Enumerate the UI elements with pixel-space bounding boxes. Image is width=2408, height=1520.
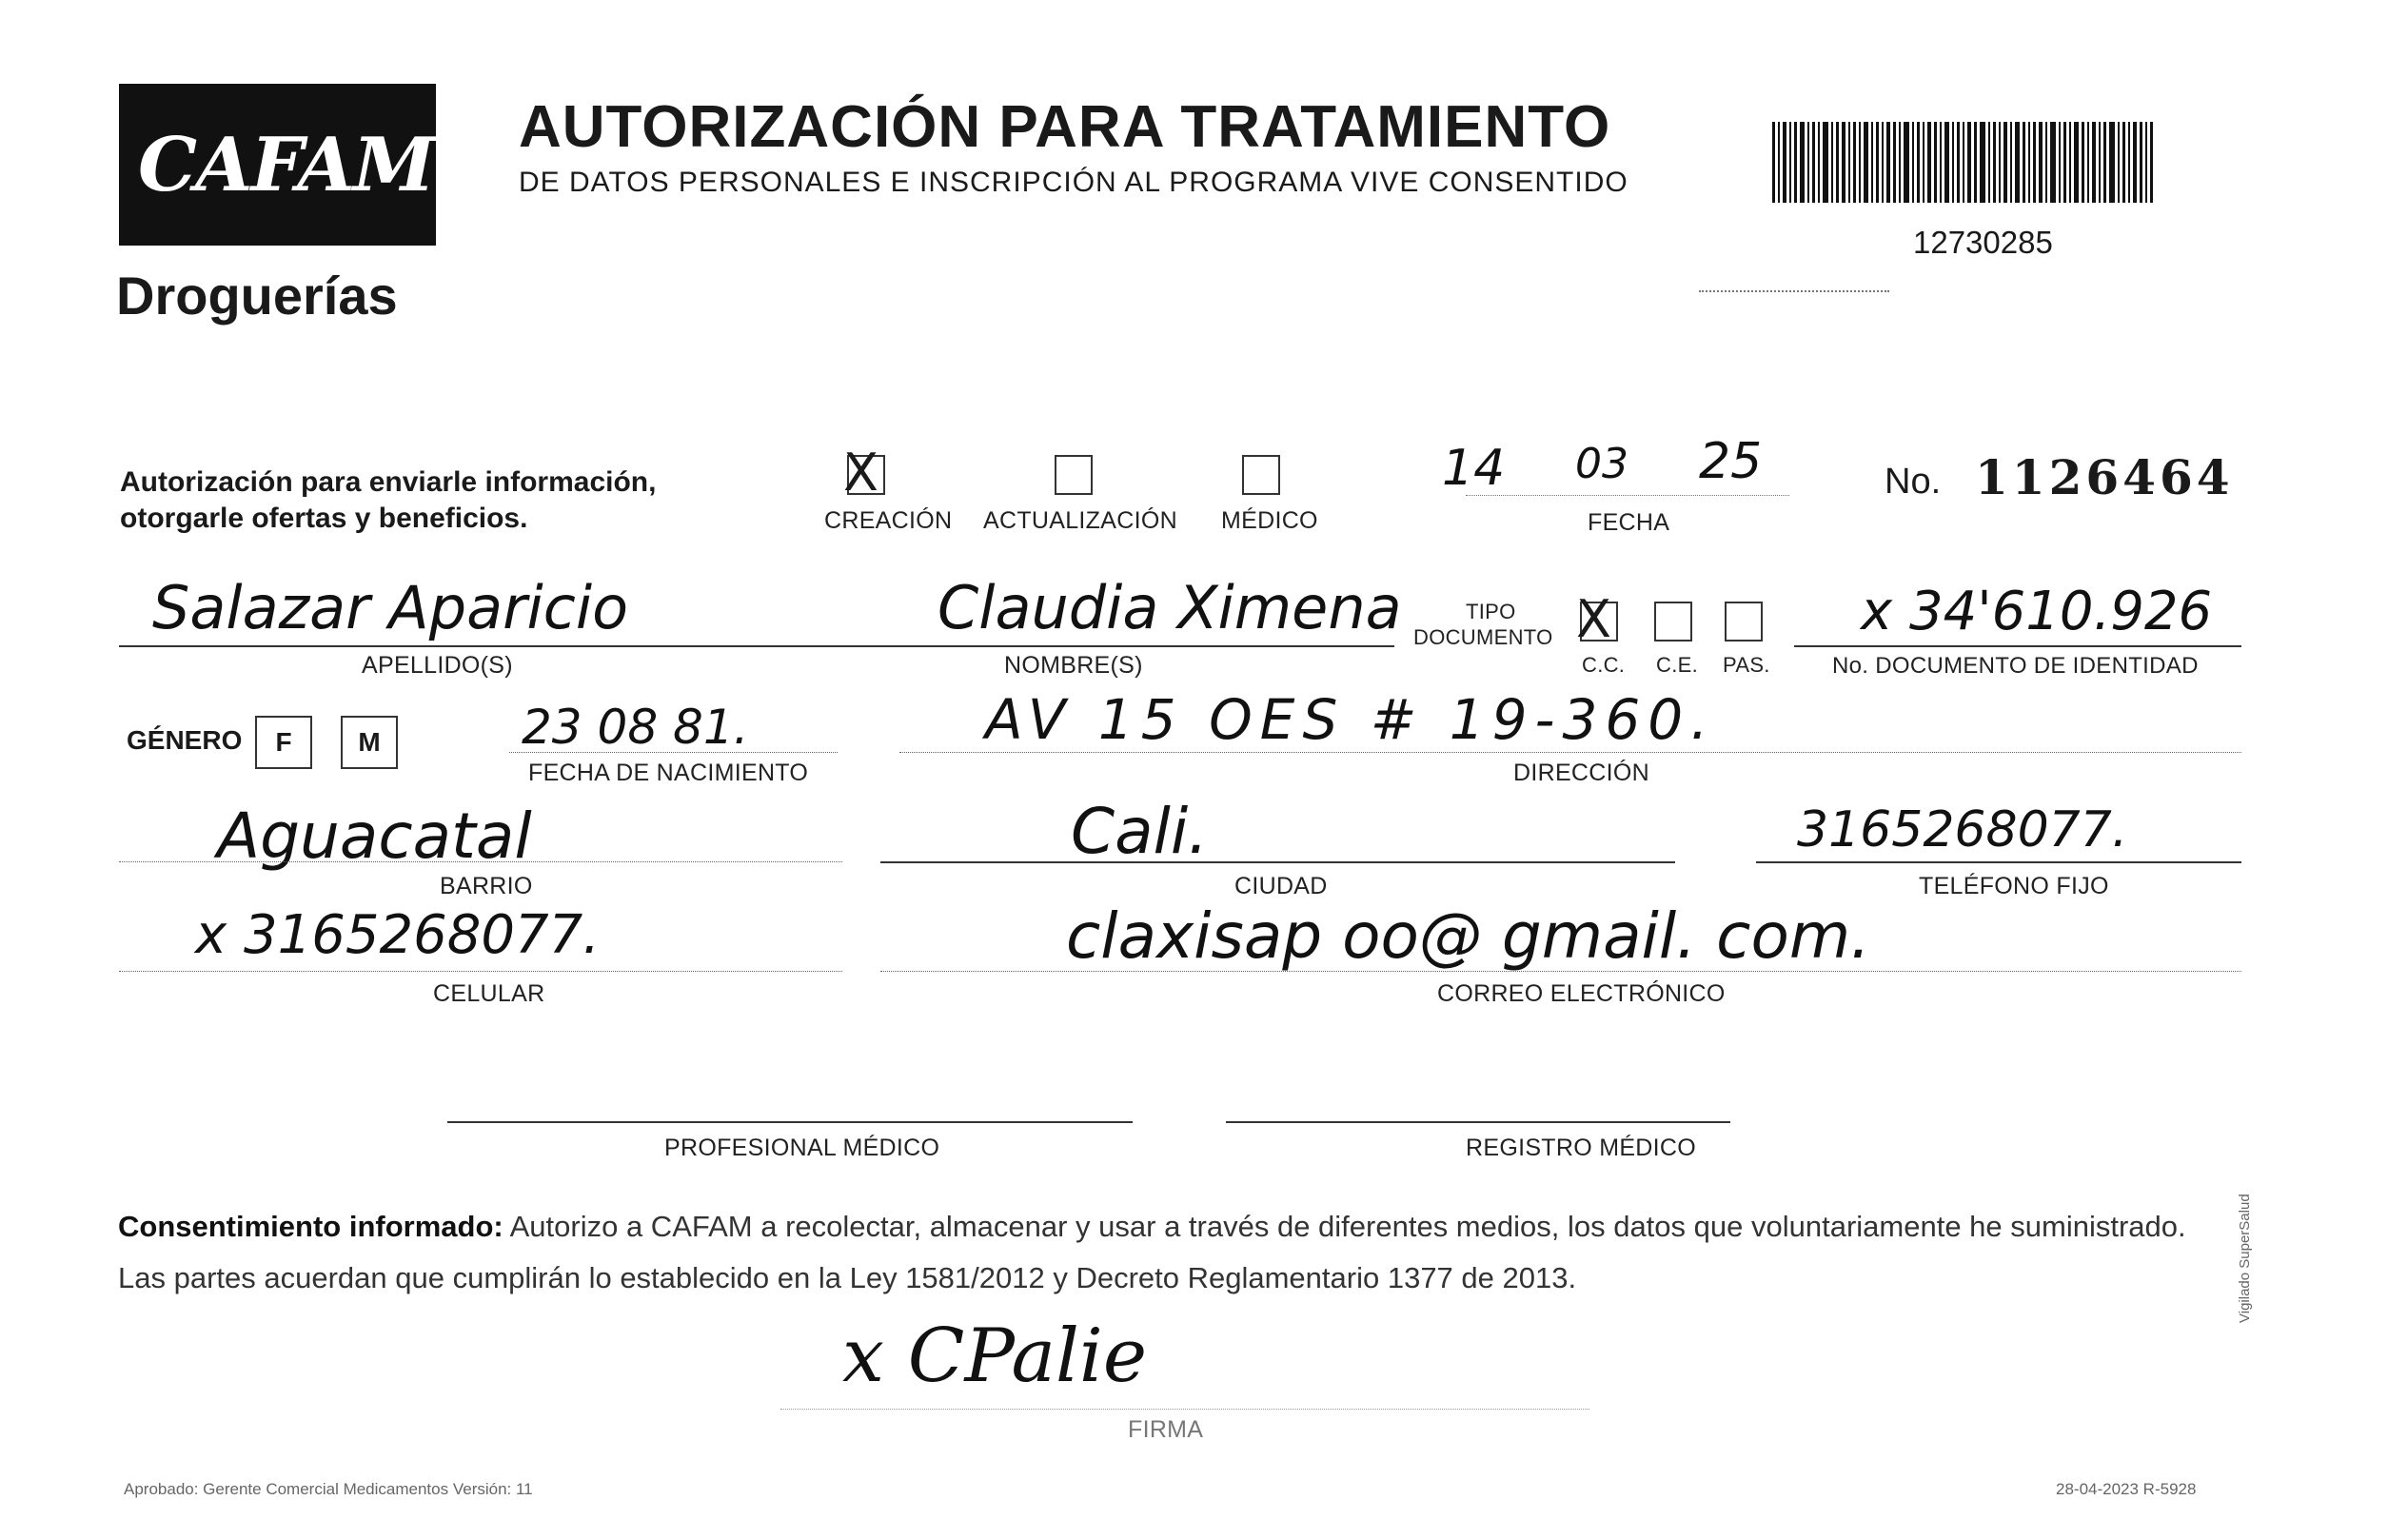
footer-right: 28-04-2023 R-5928 (2056, 1480, 2197, 1498)
form-title: AUTORIZACIÓN PARA TRATAMIENTO (519, 94, 1611, 160)
signature-label: FIRMA (1128, 1416, 1204, 1443)
telefono-line (1756, 861, 2241, 863)
fecha-day[interactable]: 14 (1442, 440, 1506, 497)
cc-label: C.C. (1582, 653, 1626, 677)
apellidos-nombres-line (119, 645, 1394, 647)
side-note: Vigilado SuperSalud (2237, 1194, 2253, 1323)
direccion-line (899, 752, 2241, 753)
fecha-year[interactable]: 25 (1699, 433, 1763, 490)
apellidos-label: APELLIDO(S) (362, 652, 513, 679)
genero-label: GÉNERO (127, 725, 243, 755)
signature-value[interactable]: x CPalie (842, 1313, 1147, 1399)
subbrand-label: Droguerías (116, 266, 398, 326)
cc-check-mark: X (1576, 589, 1611, 649)
logo-text: CAFAM (138, 122, 434, 208)
fecha-line (1466, 495, 1789, 496)
barcode-icon (1772, 122, 2153, 203)
telefono-value[interactable]: 3165268077. (1797, 801, 2128, 859)
form-number-label: No. (1885, 462, 1942, 502)
fecha-label: FECHA (1588, 509, 1670, 536)
pas-checkbox[interactable] (1725, 602, 1763, 642)
celular-value[interactable]: x 3165268077. (195, 904, 601, 966)
creacion-check-mark: X (843, 443, 878, 503)
nombres-label: NOMBRE(S) (1004, 652, 1143, 679)
fecha-nacimiento-line (509, 752, 838, 753)
correo-value[interactable]: claxisap oo@ gmail. com. (1066, 899, 1871, 973)
registro-line[interactable] (1226, 1121, 1730, 1123)
barrio-line (119, 861, 842, 862)
documento-label: No. DOCUMENTO DE IDENTIDAD (1832, 653, 2199, 679)
fecha-month[interactable]: 03 (1575, 440, 1628, 488)
consent-heading: Consentimiento informado: (118, 1210, 503, 1243)
ciudad-label: CIUDAD (1234, 873, 1328, 899)
documento-number: 34'610.926 (1908, 581, 2213, 642)
direccion-label: DIRECCIÓN (1513, 760, 1649, 786)
consent-text (118, 1201, 2240, 1304)
divider (1699, 290, 1889, 292)
medico-label: MÉDICO (1221, 507, 1318, 534)
consent-text-1: Autorizo a CAFAM a recolectar, almacenar y usar a través de diferentes medios, los datos que voluntariamente he suministrado. (503, 1210, 2186, 1243)
medico-checkbox[interactable] (1242, 455, 1280, 495)
ce-checkbox[interactable] (1654, 602, 1692, 642)
celular-line (119, 971, 842, 972)
intro-line-2: otorgarle ofertas y beneficios. (120, 503, 528, 534)
celular-label: CELULAR (433, 980, 545, 1007)
cafam-logo (119, 84, 436, 246)
genero-f-box[interactable]: F (255, 716, 312, 769)
barrio-value[interactable]: Aguacatal (217, 799, 532, 873)
tipo-doc-label-1: TIPO (1466, 600, 1516, 623)
registro-label: REGISTRO MÉDICO (1466, 1135, 1697, 1161)
correo-line (880, 971, 2241, 972)
direccion-value[interactable]: AV 15 OES # 19-360. (985, 687, 1716, 752)
creacion-checkbox[interactable] (843, 443, 885, 503)
consent-text-2: Las partes acuerdan que cumplirán lo establecido en la Ley 1581/2012 y Decreto Reglamentario 1377 de 2013. (118, 1261, 1577, 1294)
tipo-doc-label-2: DOCUMENTO (1413, 625, 1553, 649)
barcode-number: 12730285 (1913, 225, 2053, 260)
genero-m-box[interactable]: M (341, 716, 398, 769)
documento-line (1794, 645, 2241, 647)
pas-label: PAS. (1723, 653, 1770, 677)
ciudad-line (880, 861, 1675, 863)
celular-number: 3165268077. (243, 904, 601, 966)
actualizacion-label: ACTUALIZACIÓN (983, 507, 1177, 534)
profesional-line[interactable] (447, 1121, 1133, 1123)
footer-left: Aprobado: Gerente Comercial Medicamentos Versión: 11 (124, 1480, 533, 1498)
fecha-nacimiento-value[interactable]: 23 08 81. (522, 700, 749, 755)
nombres-value[interactable]: Claudia Ximena (938, 573, 1402, 642)
actualizacion-checkbox[interactable] (1055, 455, 1093, 495)
documento-value[interactable]: x 34'610.926 (1861, 581, 2213, 642)
form-number-value: 1126464 (1975, 449, 2234, 505)
cc-checkbox[interactable] (1576, 589, 1618, 649)
signature-line (780, 1409, 1589, 1410)
profesional-label: PROFESIONAL MÉDICO (664, 1135, 940, 1161)
correo-label: CORREO ELECTRÓNICO (1437, 980, 1726, 1007)
telefono-label: TELÉFONO FIJO (1919, 873, 2109, 899)
fecha-nacimiento-label: FECHA DE NACIMIENTO (528, 760, 809, 786)
form-subtitle: DE DATOS PERSONALES E INSCRIPCIÓN AL PROGRAMA VIVE CONSENTIDO (519, 167, 1628, 198)
barrio-label: BARRIO (440, 873, 533, 899)
ciudad-value[interactable]: Cali. (1071, 795, 1209, 868)
intro-line-1: Autorización para enviarle información, (120, 466, 657, 498)
apellidos-value[interactable]: Salazar Aparicio (152, 573, 629, 642)
ce-label: C.E. (1656, 653, 1698, 677)
creacion-label: CREACIÓN (824, 507, 953, 534)
